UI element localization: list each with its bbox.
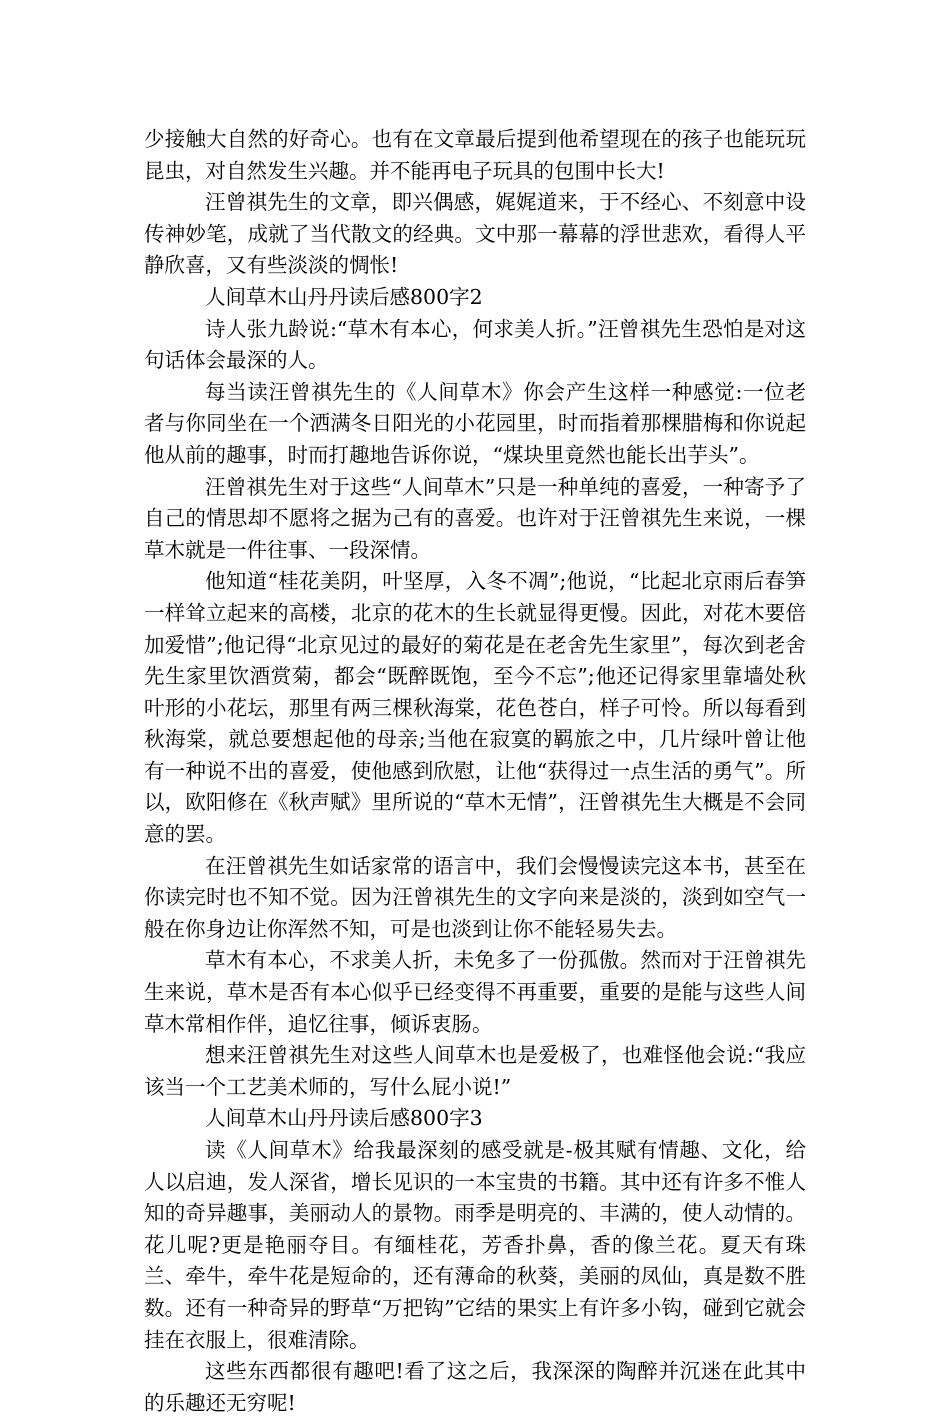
section-heading: 人间草木山丹丹读后感800字2 [205, 284, 483, 309]
section-heading: 人间草木山丹丹读后感800字3 [205, 1106, 483, 1131]
body-paragraph: 他知道“桂花美阴，叶坚厚，入冬不凋”;他说，“比起北京雨后春笋一样耸立起来的高楼，北京的花木的生长就显得更慢。因此，对花木要倍加爱惜”;他记得“北京见过的最好的菊花是在老舍先生家里”，每次到老舍先生家里饮酒赏菊，都会“既醉既饱，至今不忘”;他还记得家里靠墙处秋叶形的小花坛，那里有两三棵秋海棠，花色苍白，样子可怜。所以每看到秋海棠，就总要想起他的母亲;当他在寂寞的羁旅之中，几片绿叶曾让他有一种说不出的喜爱，使他感到欣慰，让他“获得过一点生活的勇气”。所以，欧阳修在《秋声赋》里所说的“草木无情”，汪曾祺先生大概是不会同意的罢。 [144, 569, 806, 847]
body-paragraph: 诗人张九龄说:“草木有本心，何求美人折。”汪曾祺先生恐怕是对这句话体会最深的人。 [144, 316, 806, 373]
body-paragraph: 汪曾祺先生的文章，即兴偶感，娓娓道来，于不经心、不刻意中设传神妙笔，成就了当代散文的经典。文中那一幕幕的浮世悲欢，看得人平静欣喜，又有些淡淡的惆怅! [144, 190, 806, 278]
body-paragraph: 草木有本心，不求美人折，未免多了一份孤傲。然而对于汪曾祺先生来说，草木是否有本心似乎已经变得不再重要，重要的是能与这些人间草木常相作伴，追忆往事，倾诉衷肠。 [144, 948, 806, 1036]
body-paragraph: 想来汪曾祺先生对这些人间草木也是爱极了，也难怪他会说:“我应该当一个工艺美术师的，写什么屁小说!” [144, 1043, 806, 1099]
body-paragraph: 汪曾祺先生对于这些“人间草木”只是一种单纯的喜爱，一种寄予了自己的情思却不愿将之据为己有的喜爱。也许对于汪曾祺先生来说，一棵草木就是一件往事、一段深情。 [144, 474, 806, 562]
body-paragraph: 每当读汪曾祺先生的《人间草木》你会产生这样一种感觉:一位老者与你同坐在一个洒满冬日阳光的小花园里，时而指着那棵腊梅和你说起他从前的趣事，时而打趣地告诉你说，“煤块里竟然也能长出芋头”。 [144, 379, 806, 467]
body-paragraph: 这些东西都很有趣吧!看了这之后，我深深的陶醉并沉迷在此其中的乐趣还无穷呢! [144, 1359, 806, 1415]
body-paragraph: 在汪曾祺先生如话家常的语言中，我们会慢慢读完这本书，甚至在你读完时也不知不觉。因为汪曾祺先生的文字向来是淡的，淡到如空气一般在你身边让你浑然不知，可是也淡到让你不能轻易失去。 [144, 853, 806, 941]
body-paragraph: 读《人间草木》给我最深刻的感受就是-极其赋有情趣、文化，给人以启迪，发人深省，增长见识的一本宝贵的书籍。其中还有许多不惟人知的奇异趣事，美丽动人的景物。雨季是明亮的、丰满的，使人动情的。花儿呢?更是艳丽夺目。有缅桂花，芳香扑鼻，香的像兰花。夏天有珠兰、牵牛，牵牛花是短命的，还有薄命的秋葵，美丽的凤仙，真是数不胜数。还有一种奇异的野草“万把钩”它结的果实上有许多小钩，碰到它就会挂在衣服上，很难清除。 [144, 1138, 806, 1352]
document-page [144, 124, 806, 1419]
paragraph-continuation: 少接触大自然的好奇心。也有在文章最后提到他希望现在的孩子也能玩玩昆虫，对自然发生兴趣。并不能再电子玩具的包围中长大! [144, 127, 806, 183]
